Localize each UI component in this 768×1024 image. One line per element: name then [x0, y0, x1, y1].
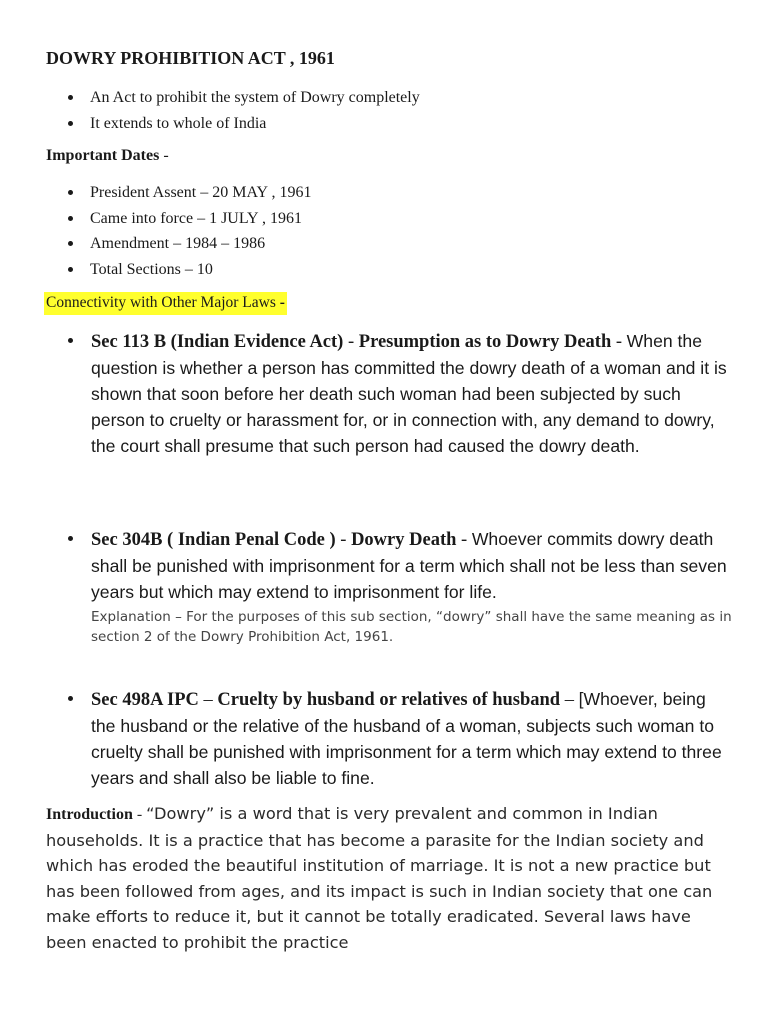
intro-point: An Act to prohibit the system of Dowry completely [45, 85, 420, 111]
law-item-113b [45, 328, 735, 459]
intro-point: It extends to whole of India [45, 111, 420, 137]
bullet-icon [68, 536, 73, 541]
law-item-304b [45, 526, 735, 647]
law-separator: – [560, 690, 579, 710]
introduction-text: “Dowry” is a word that is very prevalent and common in Indian households. It is a practice that has become a parasite for the Indian society and which has eroded the beautiful institution of marriage. It is not a new practice but has been followed from ages, and its impact is such in Indian society that one can make efforts to reduce it, but it cannot be totally eradicated. Several laws have been enacted to prohibit the practice [46, 804, 713, 952]
important-dates-heading [46, 147, 169, 165]
law-topic: Cruelty by husband or relatives of husband [217, 690, 561, 710]
law-text: When the question is whether a person has committed the dowry death of a woman and it is shown that soon before her death such woman had been subjected by such person to cruelty or harassment for, or in connection with, any demand to dowry, the court shall presume that such person had caused the dowry death. [91, 331, 727, 456]
date-item: President Assent – 20 MAY , 1961 [45, 180, 312, 206]
law-section: Sec 304B ( Indian Penal Code ) [91, 530, 336, 550]
bullet-icon [68, 696, 73, 701]
law-separator: - [335, 530, 352, 550]
connectivity-suffix: - [275, 294, 285, 311]
date-item: Came into force – 1 JULY , 1961 [45, 206, 312, 232]
law-explanation: Explanation – For the purposes of this sub section, “dowry” shall have the same meaning as in section 2 of the Dowry Prohibition Act, 1961. [91, 609, 732, 645]
connectivity-label: Connectivity with Other Major Laws [46, 294, 276, 311]
law-separator: - [611, 332, 627, 352]
law-separator: - [456, 530, 472, 550]
law-section: Sec 498A IPC [91, 690, 199, 710]
law-separator: - [343, 332, 359, 352]
date-item: Amendment – 1984 – 1986 [45, 231, 312, 257]
important-dates-label: Important Dates [46, 147, 160, 164]
introduction-heading: Introduction [46, 806, 133, 823]
introduction-paragraph [46, 801, 736, 955]
document-title: DOWRY PROHIBITION ACT , 1961 [46, 48, 335, 68]
dates-list [45, 180, 312, 282]
date-item: Total Sections – 10 [45, 257, 312, 283]
law-topic: Presumption as to Dowry Death [358, 332, 612, 352]
intro-point-list [45, 85, 420, 136]
law-text: Whoever commits dowry death shall be punished with imprisonment for a term which shall not be less than seven years but which may extend to imprisonment for life. [91, 529, 727, 602]
law-topic: Dowry Death [351, 530, 457, 550]
law-item-498a [45, 686, 735, 791]
connectivity-heading [44, 292, 287, 315]
bullet-icon [68, 338, 73, 343]
law-section: Sec 113 B (Indian Evidence Act) [91, 332, 344, 352]
law-separator: – [198, 690, 218, 710]
important-dates-suffix: - [159, 147, 169, 164]
law-text: [Whoever, being the husband or the relative of the husband of a woman, subjects such woman to cruelty shall be punished with imprisonment for a term which may extend to three years and shall also be liable to fine. [91, 689, 722, 788]
introduction-separator: - [132, 806, 147, 823]
